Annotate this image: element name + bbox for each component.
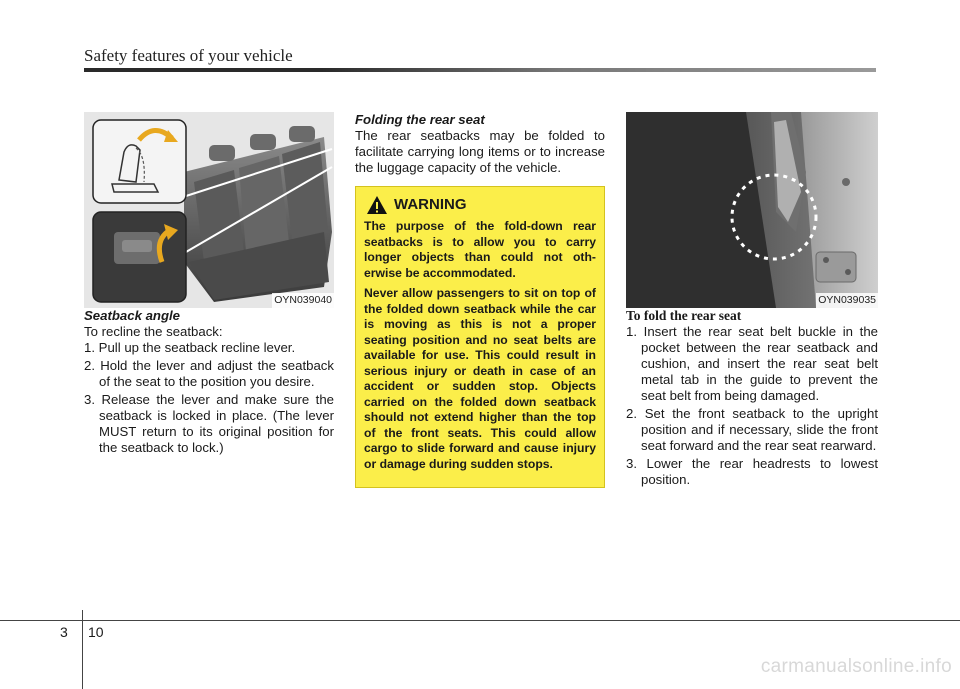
warning-box	[355, 186, 605, 488]
left-column	[84, 112, 334, 458]
warning-title: WARNING	[394, 196, 467, 213]
seatback-intro: To recline the seatback:	[84, 324, 223, 339]
right-column	[626, 112, 878, 490]
step-item: 3. Release the lever and make sure the seatback is locked in place. (The lever MUST return to its original position for the seatback to lock.)	[84, 392, 334, 455]
watermark: carmanualsonline.info	[760, 656, 952, 677]
step-item: 1. Pull up the seatback recline lever.	[84, 340, 296, 355]
step-item: 2. Hold the lever and adjust the seatback of the seat to the position you desire.	[84, 358, 334, 389]
step-item: 1. Insert the rear seat belt buckle in the pocket between the rear seatback and cushion, and insert the rear seat belt metal tab in the guide to prevent the seat belt from being damaged.	[626, 324, 878, 403]
seat-belt-photo-illustration	[626, 112, 878, 308]
seatback-recline-figure	[84, 112, 334, 308]
page-number: 10	[88, 624, 104, 640]
section-heading-seatback-angle: Seatback angle	[84, 308, 181, 323]
seatback-steps	[84, 340, 334, 456]
warning-header	[364, 195, 596, 215]
header-rule	[84, 68, 876, 72]
warning-paragraph: The purpose of the fold-down rear seatbacks is to allow you to carry longer objects than could not oth-erwise be accommodated.	[364, 219, 596, 280]
figure-code: OYN039035	[818, 294, 876, 306]
footer-divider	[82, 610, 83, 689]
warning-text	[364, 219, 596, 472]
warning-triangle-icon	[366, 195, 388, 215]
rear-seat-belt-figure	[626, 112, 878, 308]
footer-rule	[0, 620, 960, 621]
section-heading-to-fold: To fold the rear seat	[626, 308, 742, 323]
section-number: 3	[60, 624, 68, 640]
fold-steps	[626, 324, 878, 488]
warning-paragraph: Never allow passengers to sit on top of the folded down seatback while the car is moving as this is not a proper seating position and no seat belts are available for use. This could result in serious injury or death in case of an accident or sudden stop. Objects carried on the folded down seatback should not extend higher than the top of the front seats. This could allow cargo to slide forward and cause injury or damage during sudden stops.	[364, 286, 596, 471]
step-item: 3. Lower the rear headrests to lowest position.	[626, 456, 878, 487]
page-header-title: Safety features of your vehicle	[84, 46, 293, 65]
folding-intro: The rear seatbacks may be folded to facilitate carrying long items or to increase the luggage capacity of the vehicle.	[355, 128, 605, 175]
figure-code: OYN039040	[274, 294, 332, 306]
rear-seat-illustration	[84, 112, 334, 308]
middle-column	[355, 112, 605, 488]
step-item: 2. Set the front seatback to the upright position and if necessary, slide the front seat forward and the rear seat rearward.	[626, 406, 878, 453]
section-heading-folding: Folding the rear seat	[355, 112, 485, 127]
